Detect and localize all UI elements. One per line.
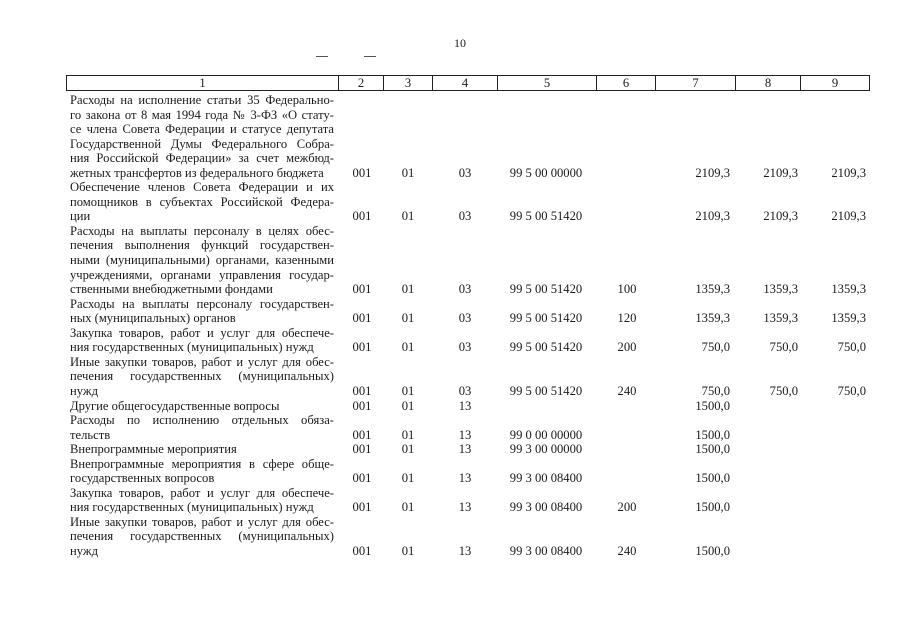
row-description <box>70 297 334 326</box>
cell-col-3: 01 <box>401 165 415 180</box>
cell-col-5: 99 5 00 51420 <box>509 282 583 297</box>
row-description <box>70 355 334 399</box>
scan-mark <box>364 56 376 57</box>
cell-col-4: 03 <box>458 340 472 355</box>
cell-col-7: 750,0 <box>701 383 730 398</box>
description-line: государственных вопросов <box>70 471 215 486</box>
cell-col-3: 01 <box>401 282 415 297</box>
cell-col-2: 001 <box>352 427 372 442</box>
row-description <box>70 442 334 457</box>
table-row <box>0 326 905 355</box>
cell-col-4: 03 <box>458 311 472 326</box>
row-description <box>70 399 334 414</box>
header-col-3: 3 <box>384 76 433 90</box>
cell-col-9: 1359,3 <box>831 282 866 297</box>
table-row <box>0 399 905 414</box>
description-line: печения государственных (муниципальных) <box>70 529 334 544</box>
table-row <box>0 442 905 457</box>
description-line: Внепрограммные мероприятия <box>70 442 237 457</box>
page-number: 10 <box>454 36 466 50</box>
header-col-5: 5 <box>498 76 597 90</box>
cell-col-5: 99 0 00 00000 <box>509 427 583 442</box>
cell-col-3: 01 <box>401 471 415 486</box>
cell-col-9: 2109,3 <box>831 165 866 180</box>
row-description <box>70 224 334 297</box>
description-line: жетных трансфертов из федерального бюджета <box>70 165 324 180</box>
row-description <box>70 486 334 515</box>
description-line: ственными внебюджетными фондами <box>70 282 273 297</box>
table-row <box>0 515 905 559</box>
description-line: учреждениями, органами управления государ- <box>70 267 334 282</box>
description-line: Внепрограммные мероприятия в сфере обще- <box>70 456 334 471</box>
description-line: Обеспечение членов Совета Федерации и их <box>70 180 334 195</box>
description-line: се члена Совета Федерации и статусе депутата <box>70 122 334 137</box>
header-col-4: 4 <box>433 76 498 90</box>
description-line: Закупка товаров, работ и услуг для обеспече- <box>70 325 334 340</box>
table-row <box>0 355 905 399</box>
header-col-9: 9 <box>831 76 839 90</box>
cell-col-4: 13 <box>458 471 472 486</box>
header-col-8: 8 <box>736 76 801 90</box>
header-col-2: 2 <box>339 76 384 90</box>
description-line: Расходы на исполнение статьи 35 Федерально- <box>70 93 334 107</box>
cell-col-8: 750,0 <box>769 383 798 398</box>
cell-col-2: 001 <box>352 165 372 180</box>
cell-col-8: 2109,3 <box>763 165 798 180</box>
description-line: Закупка товаров, работ и услуг для обеспече- <box>70 485 334 500</box>
cell-col-2: 001 <box>352 500 372 515</box>
row-description <box>70 413 334 442</box>
cell-col-2: 001 <box>352 383 372 398</box>
cell-col-2: 001 <box>352 543 372 558</box>
cell-col-2: 001 <box>352 398 372 413</box>
cell-col-7: 1359,3 <box>695 311 730 326</box>
cell-col-6: 240 <box>617 383 637 398</box>
cell-col-9: 750,0 <box>837 383 866 398</box>
table-row <box>0 457 905 486</box>
row-description <box>70 515 334 559</box>
cell-col-2: 001 <box>352 442 372 457</box>
cell-col-6: 100 <box>617 282 637 297</box>
cell-col-5: 99 3 00 08400 <box>509 500 583 515</box>
cell-col-4: 13 <box>458 543 472 558</box>
cell-col-8: 1359,3 <box>763 282 798 297</box>
description-line: нужд <box>70 383 98 398</box>
cell-col-5: 99 5 00 00000 <box>509 165 583 180</box>
description-line: печения государственных (муниципальных) <box>70 369 334 384</box>
cell-col-9: 750,0 <box>837 340 866 355</box>
description-line: ных (муниципальных) органов <box>70 311 236 326</box>
cell-col-7: 2109,3 <box>695 165 730 180</box>
cell-col-3: 01 <box>401 340 415 355</box>
table-row <box>0 413 905 442</box>
cell-col-3: 01 <box>401 500 415 515</box>
description-line: Расходы на выплаты персоналу в целях обес- <box>70 223 334 238</box>
cell-col-2: 001 <box>352 340 372 355</box>
description-line: Расходы на выплаты персоналу государствен- <box>70 296 334 311</box>
cell-col-7: 2109,3 <box>695 209 730 224</box>
cell-col-2: 001 <box>352 282 372 297</box>
description-line: Иные закупки товаров, работ и услуг для обес- <box>70 514 334 529</box>
description-line: помощников в субъектах Российской Федера- <box>70 194 334 209</box>
table-header <box>66 75 870 91</box>
table-row <box>0 224 905 297</box>
row-description <box>70 180 334 224</box>
cell-col-5: 99 5 00 51420 <box>509 209 583 224</box>
cell-col-3: 01 <box>401 209 415 224</box>
cell-col-2: 001 <box>352 471 372 486</box>
cell-col-8: 750,0 <box>769 340 798 355</box>
cell-col-6: 200 <box>617 500 637 515</box>
cell-col-7: 750,0 <box>701 340 730 355</box>
cell-col-6: 240 <box>617 543 637 558</box>
row-description <box>70 93 334 180</box>
table-row <box>0 93 905 180</box>
description-line: го закона от 8 мая 1994 года № 3-ФЗ «О стату- <box>70 107 334 122</box>
cell-col-5: 99 5 00 51420 <box>509 311 583 326</box>
cell-col-5: 99 5 00 51420 <box>509 383 583 398</box>
cell-col-4: 03 <box>458 383 472 398</box>
cell-col-3: 01 <box>401 311 415 326</box>
cell-col-6: 120 <box>617 311 637 326</box>
cell-col-7: 1500,0 <box>695 442 730 457</box>
cell-col-5: 99 5 00 51420 <box>509 340 583 355</box>
description-line: Государственной Думы Федерального Собра- <box>70 136 334 151</box>
table-row <box>0 486 905 515</box>
cell-col-4: 03 <box>458 165 472 180</box>
cell-col-9: 1359,3 <box>831 311 866 326</box>
table-row <box>0 180 905 224</box>
description-line: ния Российской Федерации» за счет межбюд- <box>70 151 334 166</box>
row-description <box>70 326 334 355</box>
description-line: нужд <box>70 543 98 558</box>
description-line: Другие общегосударственные вопросы <box>70 398 280 413</box>
cell-col-6: 200 <box>617 340 637 355</box>
table-body <box>0 93 905 559</box>
cell-col-7: 1500,0 <box>695 398 730 413</box>
cell-col-7: 1500,0 <box>695 471 730 486</box>
cell-col-3: 01 <box>401 543 415 558</box>
cell-col-4: 03 <box>458 282 472 297</box>
header-col-7: 7 <box>656 76 736 90</box>
description-line: ными (муниципальными) органами, казенными <box>70 253 334 268</box>
cell-col-7: 1500,0 <box>695 427 730 442</box>
description-line: ции <box>70 209 91 224</box>
cell-col-8: 1359,3 <box>763 311 798 326</box>
table-row <box>0 297 905 326</box>
cell-col-7: 1359,3 <box>695 282 730 297</box>
cell-col-2: 001 <box>352 311 372 326</box>
description-line: ния государственных (муниципальных) нужд <box>70 340 314 355</box>
cell-col-4: 13 <box>458 442 472 457</box>
header-col-1: 1 <box>67 76 339 90</box>
description-line: ния государственных (муниципальных) нужд <box>70 500 314 515</box>
header-col-6: 6 <box>597 76 656 90</box>
cell-col-7: 1500,0 <box>695 543 730 558</box>
description-line: Иные закупки товаров, работ и услуг для обес- <box>70 354 334 369</box>
description-line: печения выполнения функций государствен- <box>70 238 334 253</box>
cell-col-5: 99 3 00 00000 <box>509 442 583 457</box>
cell-col-5: 99 3 00 08400 <box>509 543 583 558</box>
description-line: тельств <box>70 427 111 442</box>
cell-col-3: 01 <box>401 398 415 413</box>
cell-col-4: 13 <box>458 398 472 413</box>
row-description <box>70 457 334 486</box>
cell-col-8: 2109,3 <box>763 209 798 224</box>
scan-mark <box>316 56 328 57</box>
cell-col-4: 13 <box>458 500 472 515</box>
cell-col-4: 13 <box>458 427 472 442</box>
cell-col-5: 99 3 00 08400 <box>509 471 583 486</box>
cell-col-9: 2109,3 <box>831 209 866 224</box>
cell-col-2: 001 <box>352 209 372 224</box>
cell-col-3: 01 <box>401 442 415 457</box>
cell-col-3: 01 <box>401 383 415 398</box>
cell-col-4: 03 <box>458 209 472 224</box>
cell-col-7: 1500,0 <box>695 500 730 515</box>
description-line: Расходы по исполнению отдельных обяза- <box>70 413 334 428</box>
cell-col-3: 01 <box>401 427 415 442</box>
